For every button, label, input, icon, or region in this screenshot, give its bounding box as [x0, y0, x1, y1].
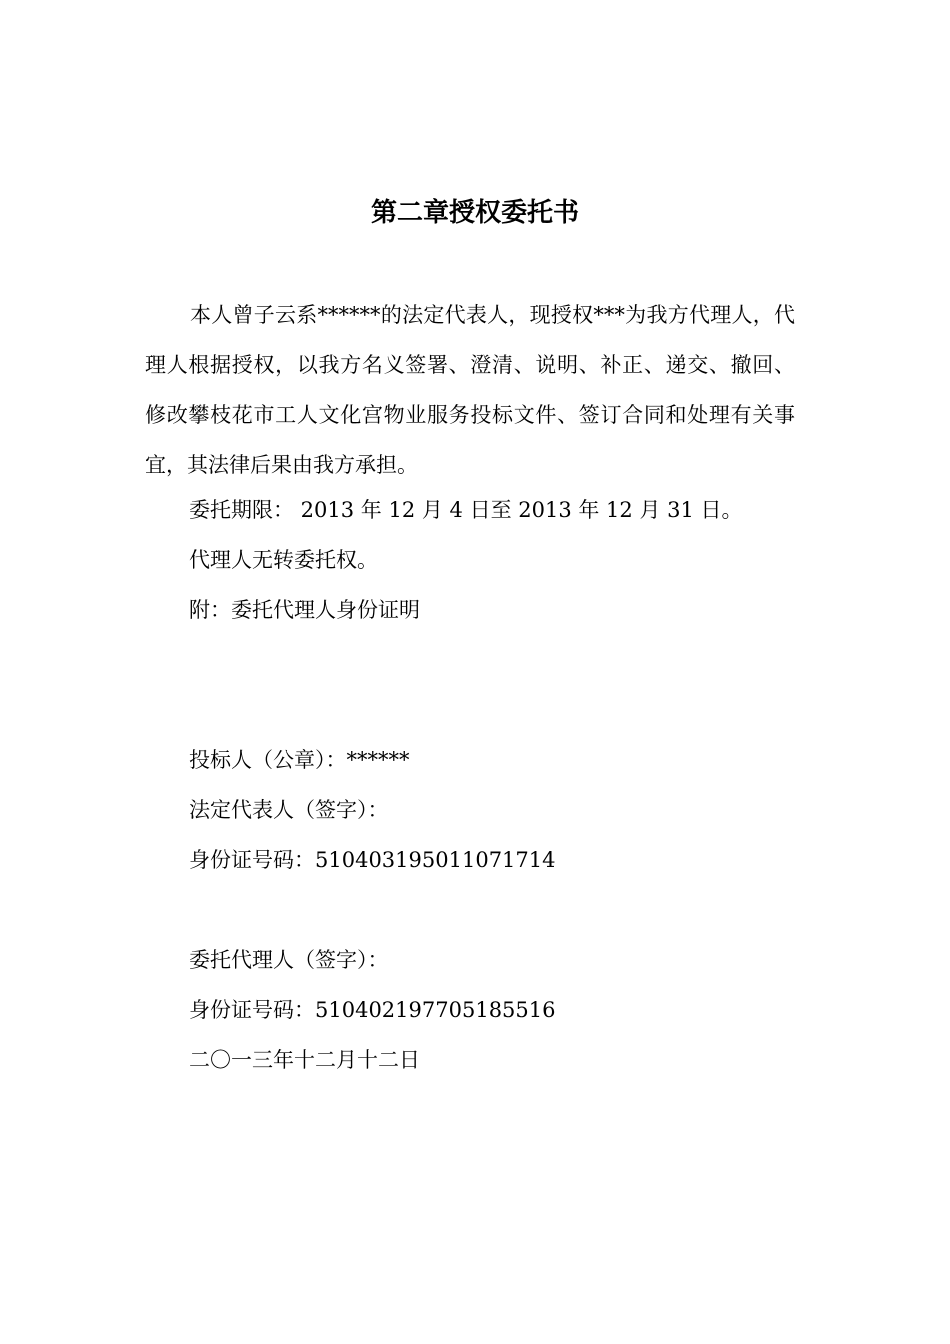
legal-representative-signature-line: 法定代表人（签字）：: [189, 798, 389, 822]
agent-signature-line: 委托代理人（签字）：: [189, 948, 389, 972]
authorization-paragraph: 本人曾子云系******的法定代表人，现授权***为我方代理人，代理人根据授权，以我方名义签署、澄清、说明、补正、递交、撤回、修改攀枝花市工人文化宫物业服务投标文件、签订合同和处理有关事宜，其法律后果由我方承担。: [145, 303, 795, 477]
no-subdelegation-note: 代理人无转委托权。: [189, 548, 378, 572]
legal-representative-id-number: 身份证号码：510403195011071714: [189, 848, 556, 872]
document-title: 第二章授权委托书: [370, 198, 579, 228]
bidder-seal-line: 投标人（公章）：******: [189, 748, 410, 772]
attachment-note: 附：委托代理人身份证明: [189, 598, 420, 622]
document-date: 二〇一三年十二月十二日: [189, 1048, 420, 1072]
authorization-term: 委托期限： 2013 年 12 月 4 日至 2013 年 12 月 31 日。: [189, 498, 743, 522]
agent-id-number: 身份证号码：510402197705185516: [189, 998, 556, 1022]
